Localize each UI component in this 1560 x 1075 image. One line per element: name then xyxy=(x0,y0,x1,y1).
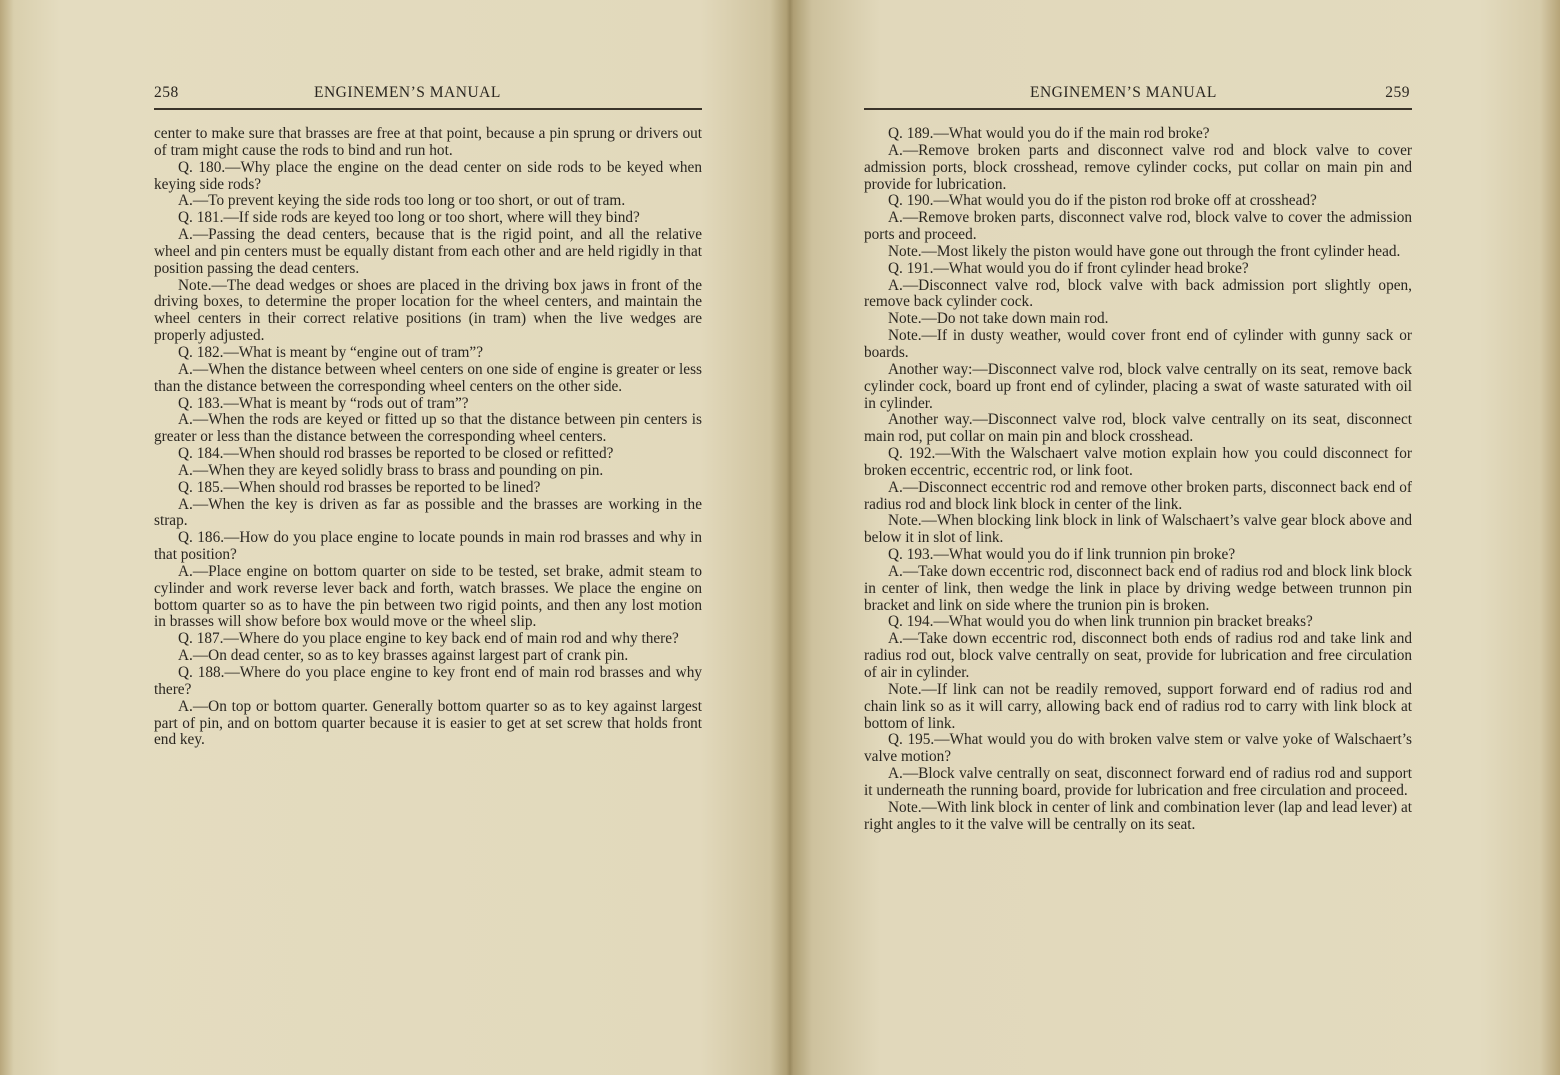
paragraph: Q. 193.—What would you do if link trunnion pin broke? xyxy=(888,546,1236,564)
paragraph: A.—On dead center, so as to key brasses against largest part of crank pin. xyxy=(178,647,629,665)
paragraph: Note.—Most likely the piston would have gone out through the front cylinder head. xyxy=(888,242,1401,260)
right-running-title: ENGINEMEN’S MANUAL xyxy=(1030,84,1217,101)
paragraph: A.—Block valve centrally on seat, disconnect forward end of radius rod and support it underneath the running board, provide for lubrication and free circulation and proceed. xyxy=(864,765,1412,799)
paragraph: Q. 191.—What would you do if front cylinder head broke? xyxy=(888,259,1249,277)
paragraph: Another way.—Disconnect valve rod, block valve centrally on its seat, disconnect main rod, put collar on main pin and block crosshead. xyxy=(864,411,1412,446)
right-running-head xyxy=(864,80,1412,104)
paragraph: Q. 185.—When should rod brasses be reported to be lined? xyxy=(178,478,541,496)
left-page-number: 258 xyxy=(154,84,179,101)
paragraph: A.—To prevent keying the side rods too long or too short, or out of tram. xyxy=(178,192,626,210)
paragraph: A.—On top or bottom quarter. Generally bottom quarter so as to key against largest part of pin, and on bottom quarter because it is easier to get at set screw that holds front end key. xyxy=(154,697,702,749)
paragraph: Another way:—Disconnect valve rod, block valve centrally on its seat, remove back cylinder cock, board up front end of cylinder, placing a swat of waste saturated with oil in cylinder. xyxy=(864,360,1412,412)
paragraph: A.—Take down eccentric rod, disconnect back end of radius rod and block link block in center of link, then wedge the link in place by driving wedge between trunnon pin bracket and link on side where the trunion pin is broken. xyxy=(864,562,1412,614)
left-running-head xyxy=(154,80,702,104)
right-page xyxy=(864,80,1412,833)
left-body-text xyxy=(154,126,702,749)
paragraph: Q. 194.—What would you do when link trunnion pin bracket breaks? xyxy=(888,613,1313,631)
paragraph: Note.—If link can not be readily removed, support forward end of radius rod and chain link so as it will carry, allowing back end of radius rod to carry with link block at bottom of link. xyxy=(864,680,1412,732)
paragraph: Note.—With link block in center of link and combination lever (lap and lead lever) at right angles to it the valve will be centrally on its seat. xyxy=(864,798,1412,833)
left-page xyxy=(154,80,702,749)
paragraph: Q. 181.—If side rods are keyed too long or too short, where will they bind? xyxy=(178,209,640,227)
paragraph: Q. 183.—What is meant by “rods out of tram”? xyxy=(178,394,469,412)
paragraph: A.—Place engine on bottom quarter on side to be tested, set brake, admit steam to cylinder and work reverse lever back and forth, watch brasses. We place the engine on bottom quarter so as to have the pin between two rigid points, and then any lost motion in brasses will show before box would move or the wheel slip. xyxy=(154,562,702,631)
paragraph: center to make sure that brasses are free at that point, because a pin sprung or drivers out of tram might cause the rods to bind and run hot. xyxy=(154,125,702,159)
paragraph: Q. 187.—Where do you place engine to key back end of main rod and why there? xyxy=(178,630,679,648)
paragraph: A.—Disconnect valve rod, block valve with back admission port slightly open, remove back cylinder cock. xyxy=(864,276,1412,311)
paragraph: A.—Disconnect eccentric rod and remove other broken parts, disconnect back end of radius rod and block link block in center of the link. xyxy=(864,478,1412,513)
paragraph: A.—When the distance between wheel centers on one side of engine is greater or less than the distance between the corresponding wheel centers on the other side. xyxy=(154,360,702,395)
paragraph: Q. 188.—Where do you place engine to key front end of main rod brasses and why there? xyxy=(154,664,702,698)
paragraph: Q. 195.—What would you do with broken valve stem or valve yoke of Walschaert’s valve motion? xyxy=(864,731,1412,766)
paragraph: Note.—When blocking link block in link of Walschaert’s valve gear block above and below it in slot of link. xyxy=(864,512,1412,547)
book-spine xyxy=(786,0,794,1075)
paragraph: Q. 182.—What is meant by “engine out of tram”? xyxy=(178,343,483,361)
paragraph: A.—When the rods are keyed or fitted up so that the distance between pin centers is greater or less than the distance between the corresponding wheel centers. xyxy=(154,411,702,446)
paragraph: Q. 186.—How do you place engine to locate pounds in main rod brasses and why in that position? xyxy=(154,529,702,564)
paragraph: Q. 184.—When should rod brasses be reported to be closed or refitted? xyxy=(178,445,614,463)
paragraph: A.—Remove broken parts, disconnect valve rod, block valve to cover the admission ports and proceed. xyxy=(864,209,1412,244)
right-body-text xyxy=(864,126,1412,833)
paragraph: A.—Take down eccentric rod, disconnect both ends of radius rod and take link and radius rod out, block valve centrally on seat, provide for lubrication and free circulation of air in cylinder. xyxy=(864,630,1412,681)
paragraph: A.—Passing the dead centers, because that is the rigid point, and all the relative wheel and pin centers must be equally distant from each other and are held rigidly in that position passing the dead centers. xyxy=(154,226,702,277)
left-header-rule xyxy=(154,108,702,110)
paragraph: A.—When the key is driven as far as possible and the brasses are working in the strap. xyxy=(154,495,702,530)
paragraph: Q. 190.—What would you do if the piston rod broke off at crosshead? xyxy=(888,192,1317,210)
paragraph: Note.—If in dusty weather, would cover front end of cylinder with gunny sack or boards. xyxy=(864,327,1412,361)
right-header-rule xyxy=(864,108,1412,110)
paragraph: A.—When they are keyed solidly brass to brass and pounding on pin. xyxy=(178,461,604,479)
paragraph: Note.—The dead wedges or shoes are placed in the driving box jaws in front of the driving boxes, to determine the proper location for the wheel centers, and maintain the wheel centers in their correct relative positions (in tram) when the live wedges are properly adjusted. xyxy=(154,276,702,345)
right-page-number: 259 xyxy=(1385,84,1410,101)
paragraph: Q. 192.—With the Walschaert valve motion explain how you could disconnect for broken eccentric, eccentric rod, or link foot. xyxy=(864,445,1412,479)
paragraph: Q. 180.—Why place the engine on the dead center on side rods to be keyed when keying side rods? xyxy=(154,158,702,193)
paragraph: A.—Remove broken parts and disconnect valve rod and block valve to cover admission ports, block crosshead, remove cylinder cocks, put collar on main pin and provide for lubrication. xyxy=(864,141,1412,193)
left-running-title: ENGINEMEN’S MANUAL xyxy=(314,84,501,101)
paragraph: Q. 189.—What would you do if the main rod broke? xyxy=(888,125,1210,142)
paragraph: Note.—Do not take down main rod. xyxy=(888,310,1109,328)
